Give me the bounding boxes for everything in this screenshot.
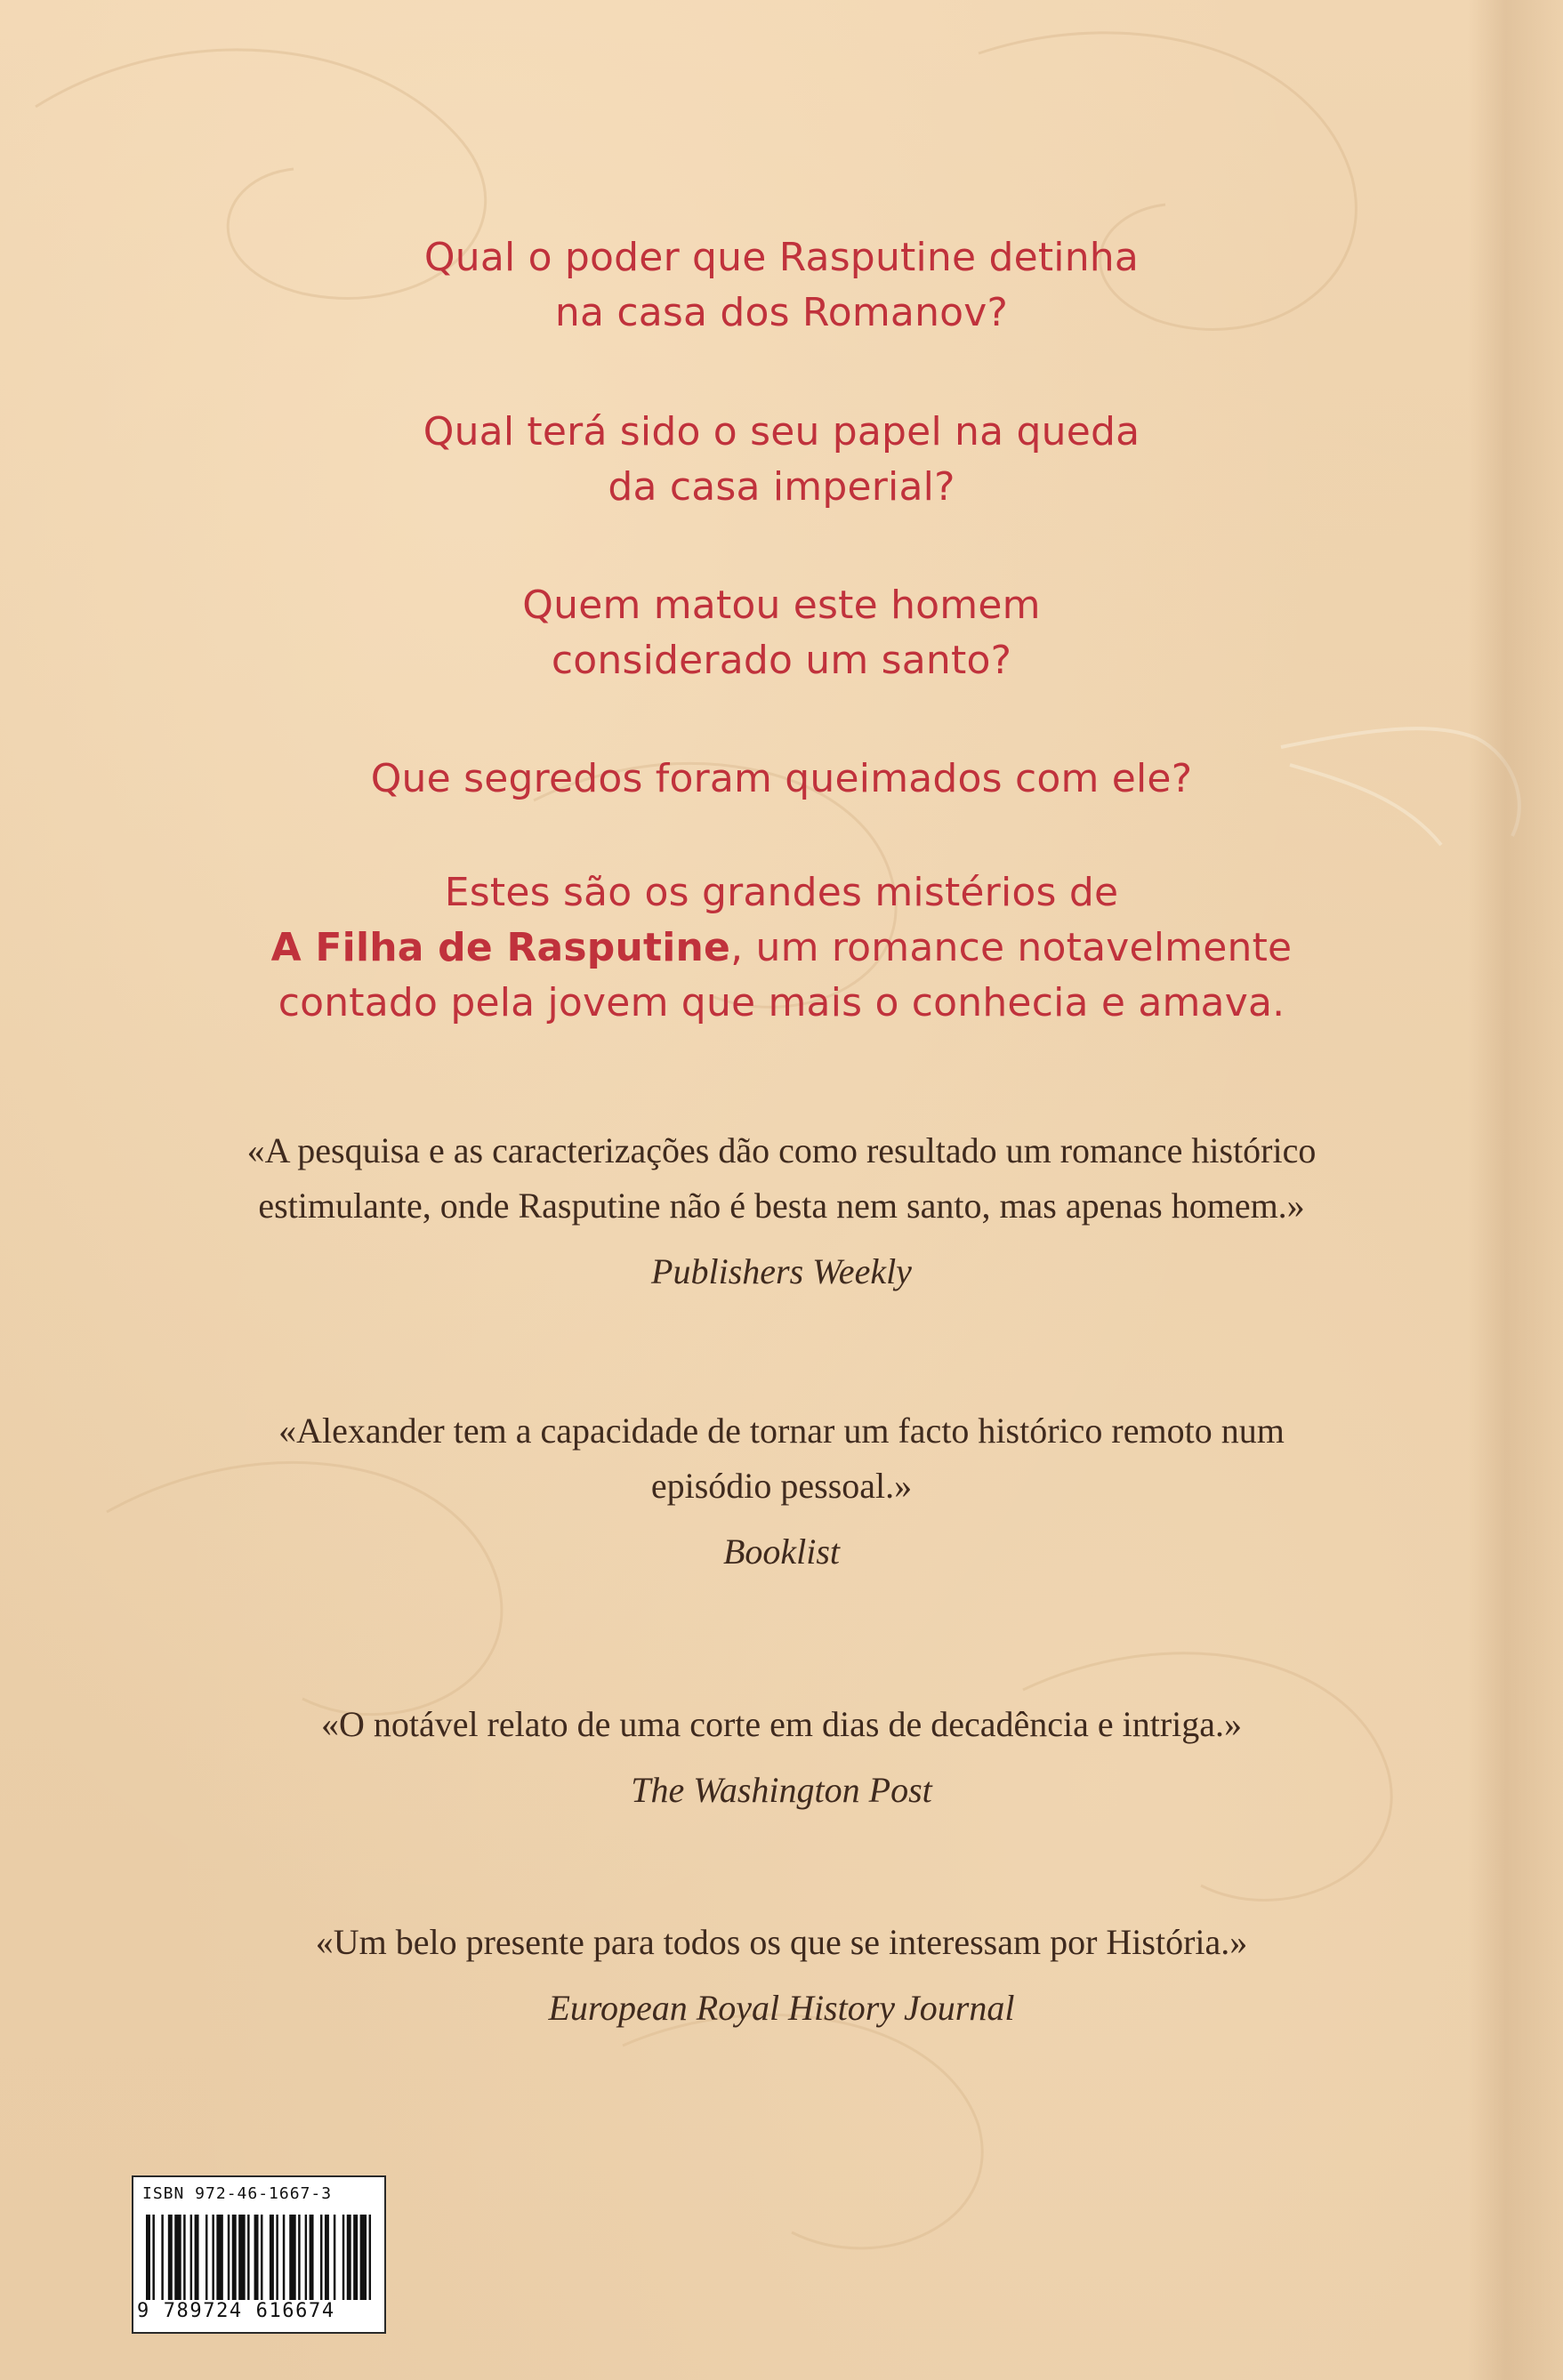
review-source: European Royal History Journal (548, 1988, 1015, 2028)
teaser-line: Qual terá sido o seu papel na queda (423, 409, 1140, 454)
barcode-bar (228, 2215, 230, 2300)
barcode-bar (342, 2215, 344, 2300)
teaser-line: Que segredos foram queimados com ele? (370, 756, 1193, 801)
blurb (0, 865, 1563, 1031)
barcode-bar (174, 2215, 181, 2300)
barcode-bar (238, 2215, 245, 2300)
barcode-bar (161, 2215, 163, 2300)
barcode-bar (168, 2215, 173, 2300)
review-2 (0, 1403, 1563, 1580)
teaser-line: da casa imperial? (608, 464, 955, 510)
review-source: Publishers Weekly (651, 1251, 912, 1291)
barcode-bar (183, 2215, 185, 2300)
review-source: The Washington Post (631, 1770, 932, 1810)
barcode-bar (283, 2215, 285, 2300)
barcode-bars (146, 2215, 375, 2300)
teaser-question-4 (0, 752, 1563, 807)
barcode-bar (320, 2215, 322, 2300)
barcode-bar (289, 2215, 295, 2300)
barcode-bar (261, 2215, 262, 2300)
barcode-bar (146, 2215, 150, 2300)
book-title: A Filha de Rasputine (270, 925, 731, 970)
review-3 (0, 1697, 1563, 1818)
review-4 (0, 1915, 1563, 2036)
barcode-bar (205, 2215, 207, 2300)
review-line: estimulante, onde Rasputine não é besta nem santo, mas apenas homem.» (258, 1186, 1305, 1226)
barcode-bar (310, 2215, 314, 2300)
blurb-line-2 (0, 921, 1563, 976)
isbn-barcode (132, 2175, 386, 2334)
barcode-bar (270, 2215, 274, 2300)
barcode-bar (254, 2215, 259, 2300)
barcode-bar (216, 2215, 222, 2300)
blurb-line-2-rest: , um romance notavelmente (730, 925, 1293, 970)
teaser-line: Quem matou este homem (522, 583, 1041, 628)
barcode-bar (347, 2215, 351, 2300)
barcode-bar (325, 2215, 329, 2300)
barcode-bar (369, 2215, 371, 2300)
review-line: «O notável relato de uma corte em dias de decadência e intriga.» (320, 1704, 1243, 1744)
barcode-bar (334, 2215, 335, 2300)
teaser-question-1 (0, 230, 1563, 341)
review-line: «Um belo presente para todos os que se interessam por História.» (315, 1922, 1248, 1962)
barcode-bar (276, 2215, 278, 2300)
barcode-digits: 9 789724 616674 (137, 2300, 335, 2322)
review-source: Booklist (722, 1532, 841, 1572)
blurb-line-3: contado pela jovem que mais o conhecia e amava. (278, 980, 1285, 1025)
barcode-bar (353, 2215, 358, 2300)
blurb-line-1: Estes são os grandes mistérios de (444, 870, 1119, 915)
teaser-line: considerado um santo? (551, 638, 1012, 683)
barcode-bar (212, 2215, 214, 2300)
teaser-question-2 (0, 405, 1563, 515)
teaser-line: Qual o poder que Rasputine detinha (423, 235, 1140, 280)
barcode-bar (195, 2215, 199, 2300)
barcode-bar (247, 2215, 249, 2300)
teaser-question-3 (0, 578, 1563, 688)
review-line: episódio pessoal.» (650, 1466, 913, 1506)
isbn-label: ISBN 972-46-1667-3 (142, 2184, 333, 2203)
teaser-line: na casa dos Romanov? (554, 290, 1009, 335)
barcode-bar (298, 2215, 300, 2300)
review-line: «Alexander tem a capacidade de tornar um facto histórico remoto num (278, 1411, 1285, 1451)
barcode-bar (360, 2215, 367, 2300)
review-line: «A pesquisa e as caracterizações dão como resultado um romance histórico (246, 1130, 1317, 1170)
review-1 (0, 1123, 1563, 1299)
barcode-bar (305, 2215, 307, 2300)
barcode-bar (152, 2215, 154, 2300)
barcode-bar (190, 2215, 192, 2300)
barcode-bar (232, 2215, 237, 2300)
